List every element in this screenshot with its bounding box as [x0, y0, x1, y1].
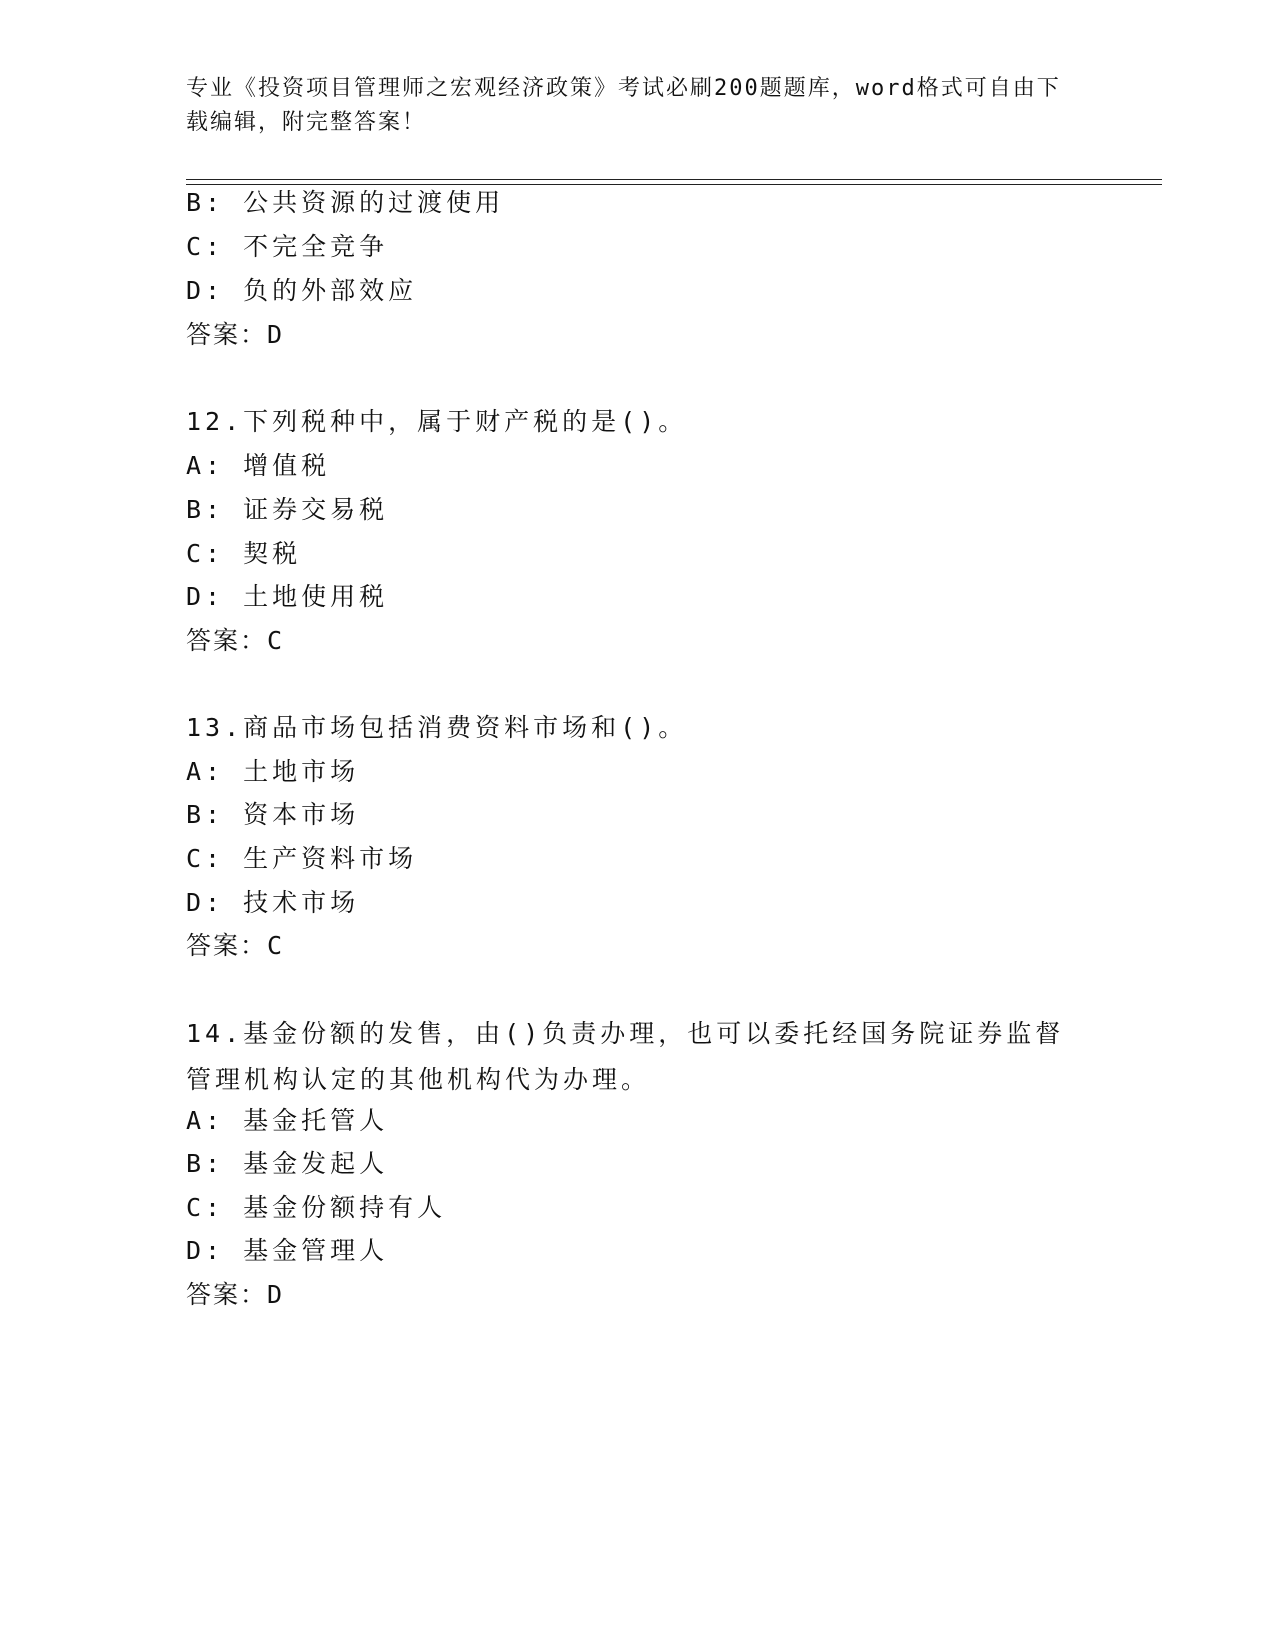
q11-option-c: C: 不完全竞争	[186, 232, 389, 261]
q12-option-d: D: 土地使用税	[186, 582, 389, 611]
q12-option-a: A: 增值税	[186, 451, 331, 480]
q13-option-a: A: 土地市场	[186, 757, 360, 786]
q13-option-d: D: 技术市场	[186, 888, 360, 917]
q13-option-c: C: 生产资料市场	[186, 844, 418, 873]
q12-stem: 12.下列税种中，属于财产税的是()。	[186, 407, 688, 436]
q13-stem: 13.商品市场包括消费资料市场和()。	[186, 713, 688, 742]
answer-label: 答案：	[186, 626, 268, 655]
q12-option-c: C: 契税	[186, 539, 302, 568]
q12-answer	[186, 626, 284, 656]
answer-value: D	[267, 320, 285, 349]
q13-option-b: B: 资本市场	[186, 800, 360, 829]
q14-answer	[186, 1280, 284, 1310]
answer-value: C	[267, 931, 285, 960]
answer-value: D	[267, 1280, 285, 1309]
q11-option-b: B: 公共资源的过渡使用	[186, 188, 505, 217]
answer-label: 答案：	[186, 320, 268, 349]
answer-label: 答案：	[186, 1280, 268, 1309]
q13-answer	[186, 931, 284, 961]
header-divider-top	[186, 179, 1162, 180]
q11-option-d: D: 负的外部效应	[186, 276, 418, 305]
answer-value: C	[267, 626, 285, 655]
header-divider-bottom	[186, 184, 1162, 185]
q14-stem: 14.基金份额的发售，由()负责办理，也可以委托经国务院证券监督管理机构认定的其他机构代为办理。	[186, 1019, 1065, 1094]
q14-option-a: A: 基金托管人	[186, 1106, 389, 1135]
q12-option-b: B: 证券交易税	[186, 495, 389, 524]
q14-option-c: C: 基金份额持有人	[186, 1193, 447, 1222]
q14-option-b: B: 基金发起人	[186, 1149, 389, 1178]
q14-option-d: D: 基金管理人	[186, 1236, 389, 1265]
answer-label: 答案：	[186, 931, 268, 960]
q11-answer	[186, 320, 284, 350]
document-header: 专业《投资项目管理师之宏观经济政策》考试必刷200题题库，word格式可自由下载编辑，附完整答案！	[186, 76, 1061, 135]
